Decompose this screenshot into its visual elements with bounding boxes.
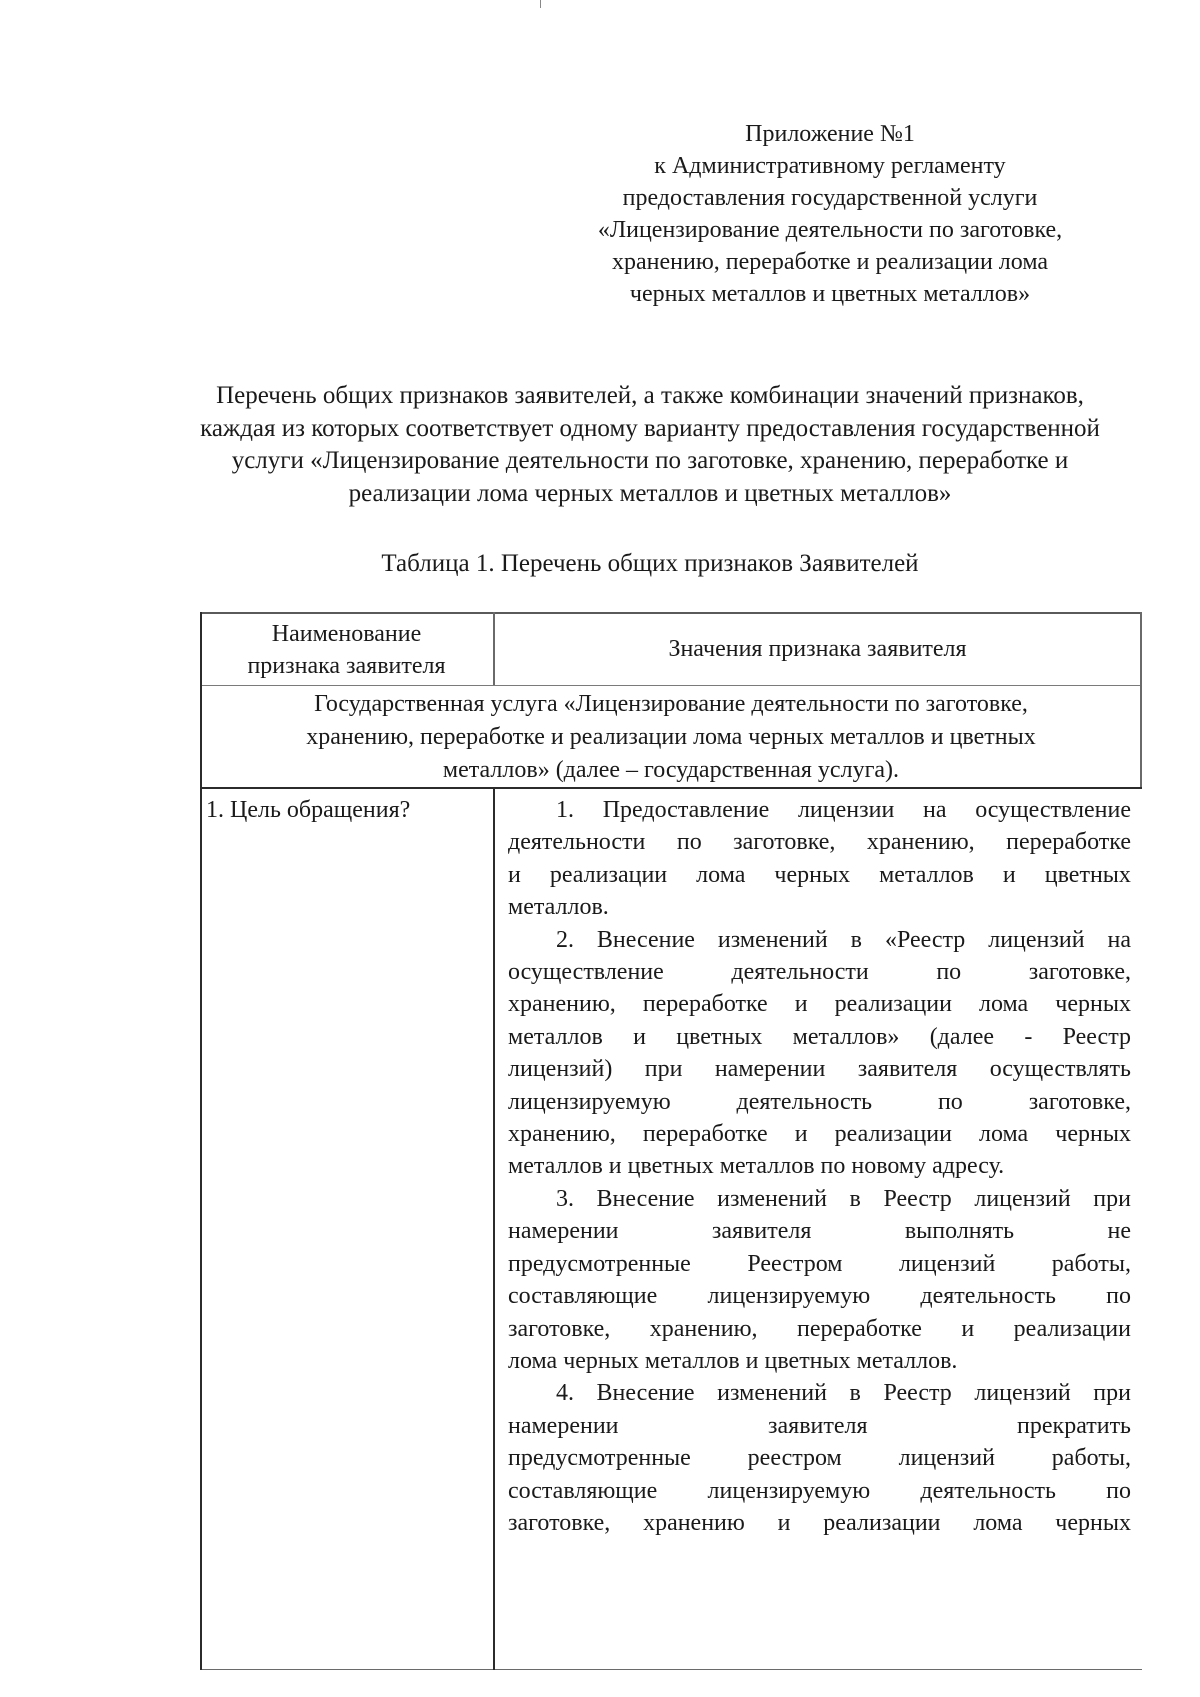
value-word: заготовке, bbox=[508, 1315, 611, 1342]
value-word: цветных bbox=[676, 1023, 763, 1050]
appendix-line: «Лицензирование деятельности по заготовке, bbox=[597, 217, 1063, 243]
value-word: реализации bbox=[834, 991, 952, 1018]
value-word: черных bbox=[1055, 991, 1131, 1018]
service-line: металлов» (далее – государственная услуга). bbox=[442, 757, 900, 783]
value-word: реализации bbox=[1013, 1315, 1131, 1342]
value-line bbox=[508, 1280, 1131, 1312]
value-line bbox=[508, 1507, 1131, 1539]
value-word: работы, bbox=[1051, 1445, 1131, 1472]
value-word: заявителя bbox=[768, 1412, 868, 1439]
value-word: изменений bbox=[717, 926, 828, 953]
title-line: каждая из которых соответствует одному варианту предоставления государственной bbox=[200, 414, 1100, 442]
appendix-line: предоставления государственной услуги bbox=[622, 185, 1038, 211]
table-border-right bbox=[1140, 612, 1142, 787]
title-line: реализации лома черных металлов и цветных металлов» bbox=[348, 479, 952, 507]
value-word: реализации bbox=[823, 1509, 941, 1536]
appendix-line: черных металлов и цветных металлов» bbox=[629, 281, 1031, 307]
value-word: лома bbox=[973, 1509, 1023, 1536]
scan-mark bbox=[540, 0, 541, 8]
value-word: лицензий) bbox=[508, 1056, 613, 1083]
value-word: и bbox=[633, 1023, 646, 1050]
value-word: 4. bbox=[556, 1380, 574, 1407]
value-word: металлов» bbox=[792, 1023, 900, 1050]
value-word: и bbox=[777, 1509, 791, 1536]
value-word: хранению, bbox=[866, 829, 975, 856]
value-line bbox=[508, 859, 1131, 891]
value-word: выполнять bbox=[904, 1218, 1015, 1245]
header-text: признака заявителя bbox=[247, 652, 446, 679]
value-word: Реестр bbox=[1062, 1023, 1131, 1050]
value-word: и bbox=[1002, 861, 1016, 888]
value-word: на bbox=[1107, 926, 1131, 953]
value-word: осуществление bbox=[508, 959, 664, 986]
table-border-bottom bbox=[200, 1669, 1142, 1670]
value-word: намерении bbox=[508, 1218, 619, 1245]
value-word: намерении bbox=[714, 1056, 826, 1083]
service-line: хранению, переработке и реализации лома черных металлов и цветных bbox=[306, 724, 1036, 750]
value-word: лома bbox=[979, 991, 1029, 1018]
value-word: хранению, bbox=[508, 1121, 616, 1148]
value-word: лицензируемую bbox=[508, 1088, 671, 1115]
value-word: по bbox=[1106, 1283, 1131, 1310]
value-word: Реестр bbox=[883, 1185, 952, 1212]
value-word: при bbox=[1093, 1185, 1131, 1212]
value-word: лома bbox=[696, 861, 746, 888]
service-line: Государственная услуга «Лицензирование деятельности по заготовке, bbox=[314, 691, 1028, 717]
value-line bbox=[508, 1150, 1131, 1182]
value-word: и bbox=[794, 1121, 808, 1148]
value-word: лицензируемую bbox=[707, 1283, 871, 1310]
value-line bbox=[508, 826, 1131, 858]
value-word: 1. bbox=[556, 797, 574, 823]
value-word: по bbox=[936, 959, 962, 986]
value-word: 3. bbox=[556, 1185, 574, 1212]
value-word: лицензий bbox=[898, 1250, 996, 1277]
value-word: реализации bbox=[834, 1121, 952, 1148]
value-word: в bbox=[849, 1185, 861, 1212]
value-word: заготовке, bbox=[1028, 959, 1131, 986]
value-word: лицензируемую bbox=[707, 1477, 871, 1504]
value-word: и bbox=[794, 991, 808, 1018]
applicant-features-table bbox=[200, 612, 1142, 1670]
table-caption: Таблица 1. Перечень общих признаков Заявителей bbox=[381, 550, 919, 577]
value-word: составляющие bbox=[508, 1477, 658, 1504]
value-word: и bbox=[961, 1315, 975, 1342]
value-line bbox=[508, 924, 1131, 956]
row-label-purpose: 1. Цель обращения? bbox=[206, 797, 411, 823]
value-word: лицензий bbox=[988, 926, 1085, 953]
value-word: металлов bbox=[508, 1023, 603, 1050]
value-word: намерении bbox=[508, 1412, 619, 1439]
value-word: реестром bbox=[747, 1445, 842, 1472]
value-word: «Реестр bbox=[884, 926, 966, 953]
value-word: при bbox=[644, 1056, 683, 1083]
appendix-line: к Административному регламенту bbox=[654, 153, 1006, 179]
value-word: изменений bbox=[717, 1380, 827, 1407]
value-word: реализации bbox=[549, 861, 668, 888]
appendix-block bbox=[560, 118, 1100, 310]
value-line bbox=[508, 1086, 1131, 1118]
value-word: черных bbox=[1055, 1509, 1131, 1536]
value-line bbox=[508, 988, 1131, 1020]
value-word: заготовке, bbox=[733, 829, 836, 856]
value-word: Внесение bbox=[596, 926, 695, 953]
table-column-divider-body bbox=[493, 787, 495, 1670]
value-line bbox=[508, 1345, 1131, 1377]
value-word: черных bbox=[1055, 1121, 1131, 1148]
value-word: - bbox=[1024, 1023, 1033, 1050]
value-word: Внесение bbox=[596, 1380, 695, 1407]
value-text: металлов. bbox=[508, 894, 609, 921]
value-word: не bbox=[1107, 1218, 1131, 1245]
value-text: лома черных металлов и цветных металлов. bbox=[508, 1347, 958, 1374]
value-word: металлов bbox=[879, 861, 974, 888]
value-word: переработке bbox=[1006, 829, 1131, 856]
value-word: деятельность bbox=[920, 1283, 1056, 1310]
header-text: Значения признака заявителя bbox=[668, 636, 967, 662]
value-word: хранению, bbox=[649, 1315, 758, 1342]
value-word: Внесение bbox=[596, 1185, 695, 1212]
value-word: в bbox=[849, 1380, 861, 1407]
value-word: хранению, bbox=[508, 991, 616, 1018]
value-word: заготовке, bbox=[1028, 1088, 1131, 1115]
value-word: заготовке, bbox=[508, 1509, 611, 1536]
value-word: черных bbox=[774, 861, 851, 888]
value-word: по bbox=[1106, 1477, 1131, 1504]
value-word: деятельность bbox=[920, 1477, 1056, 1504]
value-word: в bbox=[850, 926, 863, 953]
value-word: 2. bbox=[556, 926, 574, 953]
value-word: заявителя bbox=[711, 1218, 812, 1245]
header-text: Наименование bbox=[271, 620, 422, 647]
value-line bbox=[508, 891, 1131, 923]
service-row bbox=[202, 688, 1140, 787]
value-text: металлов и цветных металлов по новому адресу. bbox=[508, 1153, 1005, 1180]
value-word: заявителя bbox=[857, 1056, 958, 1083]
value-line bbox=[508, 794, 1131, 826]
value-word: переработке bbox=[796, 1315, 922, 1342]
value-word: хранению bbox=[643, 1509, 745, 1536]
value-line bbox=[508, 1053, 1131, 1085]
value-line bbox=[508, 1118, 1131, 1150]
value-line bbox=[508, 1313, 1131, 1345]
value-word: составляющие bbox=[508, 1283, 658, 1310]
value-word: прекратить bbox=[1017, 1412, 1131, 1439]
row-values-purpose bbox=[508, 794, 1131, 1539]
value-line bbox=[508, 956, 1131, 988]
appendix-line: Приложение №1 bbox=[745, 121, 915, 147]
value-word: лицензий bbox=[974, 1380, 1071, 1407]
title-line: Перечень общих признаков заявителей, а также комбинации значений признаков, bbox=[216, 382, 1084, 409]
title-line: услуги «Лицензирование деятельности по заготовке, хранению, переработке и bbox=[231, 447, 1069, 474]
value-word: осуществлять bbox=[989, 1056, 1131, 1083]
value-line bbox=[508, 1248, 1131, 1280]
value-word: и bbox=[508, 861, 521, 888]
value-word: лицензий bbox=[974, 1185, 1071, 1212]
value-word: на bbox=[922, 797, 947, 823]
document-title bbox=[100, 380, 1200, 510]
value-word: цветных bbox=[1044, 861, 1131, 888]
value-word: предусмотренные bbox=[508, 1445, 691, 1472]
value-word: Предоставление bbox=[602, 797, 770, 823]
value-line bbox=[508, 1215, 1131, 1247]
value-line bbox=[508, 1475, 1131, 1507]
value-word: изменений bbox=[717, 1185, 827, 1212]
value-line bbox=[508, 1183, 1131, 1215]
value-word: переработке bbox=[642, 1121, 768, 1148]
value-word: деятельность bbox=[736, 1088, 873, 1115]
value-word: деятельности bbox=[731, 959, 869, 986]
appendix-line: хранению, переработке и реализации лома bbox=[612, 249, 1048, 275]
value-line bbox=[508, 1442, 1131, 1474]
value-word: по bbox=[676, 829, 702, 856]
table-divider-header bbox=[200, 685, 1142, 686]
value-word: лицензий bbox=[898, 1445, 995, 1472]
table-divider-service bbox=[200, 787, 1142, 789]
value-word: деятельности bbox=[508, 829, 646, 856]
value-word: работы, bbox=[1051, 1250, 1131, 1277]
header-cell-feature-name bbox=[200, 614, 493, 685]
value-line bbox=[508, 1410, 1131, 1442]
header-cell-feature-values bbox=[495, 614, 1140, 685]
value-word: по bbox=[937, 1088, 963, 1115]
value-word: лома bbox=[979, 1121, 1029, 1148]
value-word: переработке bbox=[642, 991, 768, 1018]
value-line bbox=[508, 1377, 1131, 1409]
value-word: лицензии bbox=[797, 797, 895, 823]
value-word: (далее bbox=[929, 1023, 995, 1050]
value-word: осуществление bbox=[975, 797, 1131, 823]
value-word: при bbox=[1093, 1380, 1131, 1407]
value-line bbox=[508, 1021, 1131, 1053]
value-word: Реестром bbox=[747, 1250, 843, 1277]
value-word: предусмотренные bbox=[508, 1250, 691, 1277]
value-word: Реестр bbox=[883, 1380, 952, 1407]
